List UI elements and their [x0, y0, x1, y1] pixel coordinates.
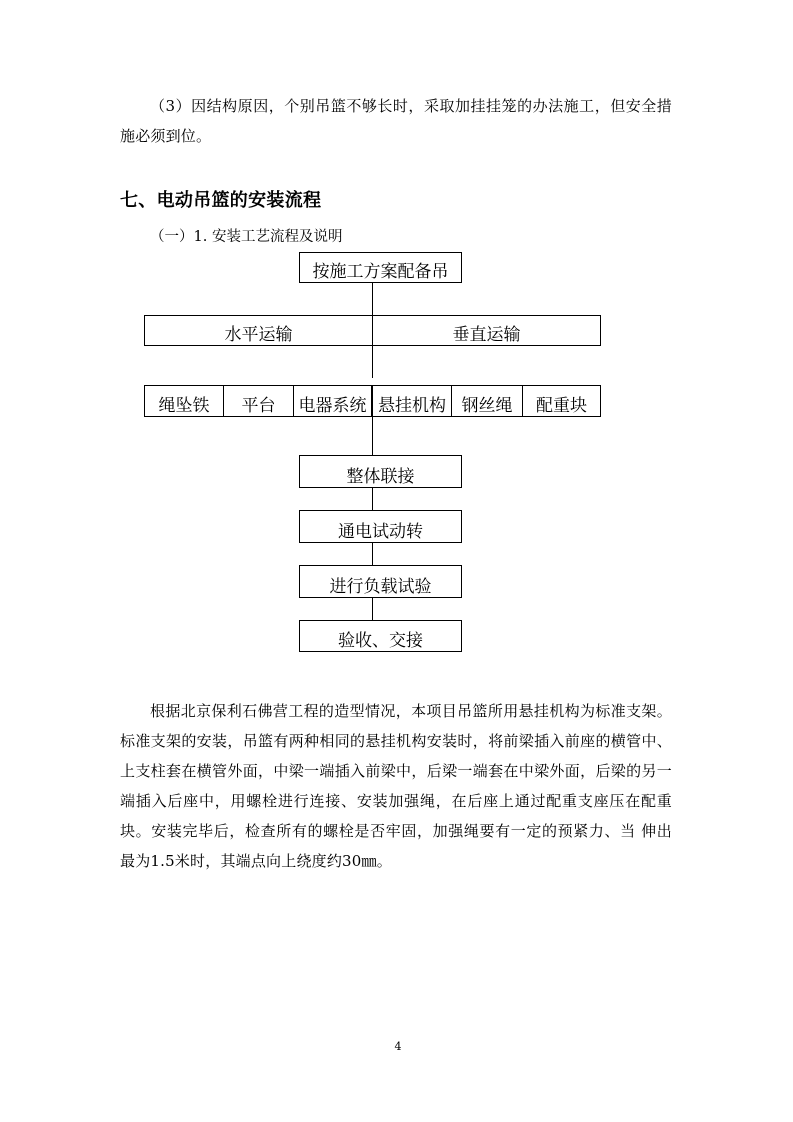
transport-label: 垂直运输	[452, 325, 521, 345]
transport-cell-vertical	[373, 316, 600, 345]
flow-step-box	[299, 455, 462, 488]
component-label: 绳坠铁	[158, 396, 210, 416]
transport-label: 水平运输	[224, 325, 293, 345]
component-label: 悬挂机构	[378, 396, 446, 416]
section-heading: 七、电动吊篮的安装流程	[120, 190, 322, 211]
subsection-heading: （一）1. 安装工艺流程及说明	[150, 229, 343, 245]
component-cell	[452, 386, 523, 416]
transport-cell-horizontal	[145, 316, 373, 345]
connector-line	[372, 487, 373, 510]
component-cell	[294, 386, 373, 416]
component-label: 平台	[241, 396, 276, 416]
flow-step-label: 验收、交接	[338, 631, 423, 651]
intro-paragraph: （3）因结构原因，个别吊篮不够长时，采取加挂挂笼的办法施工，但安全措施必须到位。	[120, 97, 672, 145]
component-cell	[145, 386, 224, 416]
component-cell	[523, 386, 600, 416]
flow-step-label: 通电试动转	[338, 522, 423, 542]
connector-line	[372, 345, 373, 378]
transport-row	[144, 315, 601, 346]
components-row	[144, 385, 601, 417]
flow-start-box	[299, 252, 462, 283]
component-label: 电器系统	[298, 396, 367, 416]
connector-line	[372, 542, 373, 565]
component-label: 钢丝绳	[461, 396, 513, 416]
description-paragraph: 根据北京保利石佛营工程的造型情况，本项目吊篮所用悬挂机构为标准支架。 标准支架的安装，吊篮有两种相同的悬挂机构安装时，将前梁插入前座的横管中、上支柱套在横管外面，中梁一端插入前梁中，后梁一端套在中梁外面，后梁的另一端插入后座中，用螺栓进行连接、安装加强绳，在后座上通过配重支座压在配重块。安装完毕后，检查所有的螺栓是否牢固，加强绳要有一定的预紧力、当 伸出最为1.5米时，其端点向上绕度约30㎜。	[120, 702, 672, 870]
connector-line	[372, 416, 373, 455]
page-number: 4	[394, 1040, 402, 1053]
flow-step-label: 进行负载试验	[329, 577, 432, 597]
flow-step-label: 整体联接	[346, 467, 415, 487]
flow-step-box	[299, 565, 462, 598]
component-cell	[373, 386, 452, 416]
flow-start-label: 按施工方案配备吊	[312, 262, 449, 282]
component-label: 配重块	[536, 396, 587, 416]
connector-line	[372, 597, 373, 620]
flow-step-box	[299, 620, 462, 652]
connector-line	[372, 282, 373, 315]
flow-step-box	[299, 510, 462, 543]
component-cell	[224, 386, 294, 416]
